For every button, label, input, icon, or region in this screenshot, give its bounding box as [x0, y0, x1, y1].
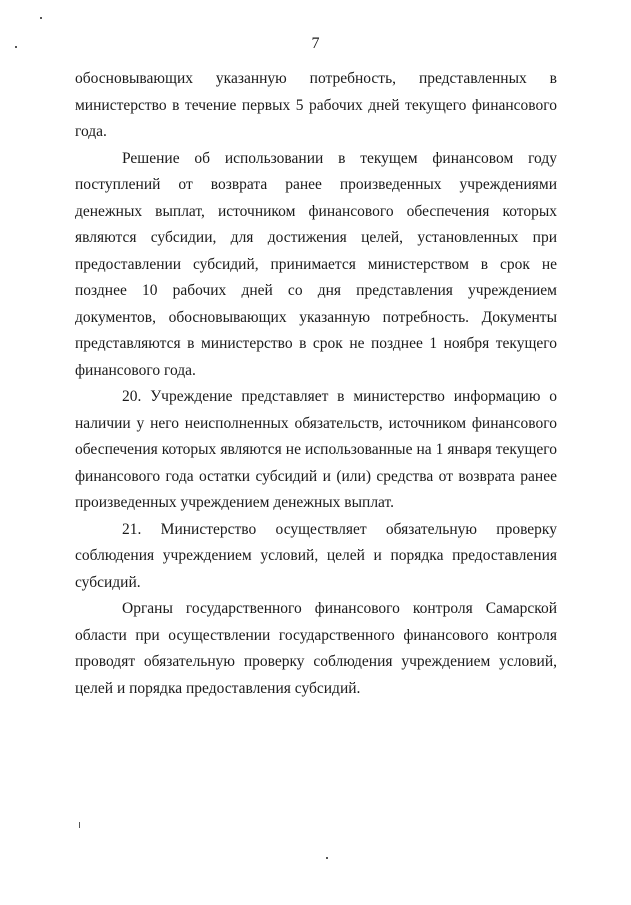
- paragraph-decision-on-returns: Решение об использовании в текущем финансовом году поступлений от возврата ранее произведенных учреждениями денежных выплат, источником финансового обеспечения которых являются субсидии, для достижения целей, установленных при предоставлении субсидий, принимается министерством в срок не позднее 10 рабочих дней со дня представления учреждением документов, обосновывающих указанную потребность. Документы представляются в министерство в срок не позднее 1 ноября текущего финансового года.: [75, 149, 557, 379]
- paragraph-21: 21. Министерство осуществляет обязательную проверку соблюдения учреждением условий, целей и порядка предоставления субсидий.: [75, 520, 557, 591]
- document-body: [75, 66, 557, 702]
- scan-artifact: [326, 857, 328, 859]
- paragraph-20: 20. Учреждение представляет в министерство информацию о наличии у него неисполненных обязательств, источником финансового обеспечения которых являются не использованные на 1 января текущего финансового года остатки субсидий и (или) средства от возврата ранее произведенных учреждением денежных выплат.: [75, 388, 557, 511]
- paragraph-continuation: обосновывающих указанную потребность, представленных в министерство в течение первых 5 рабочих дней текущего финансового года.: [75, 70, 557, 140]
- page-number: 7: [311, 35, 320, 52]
- scan-artifact: [79, 822, 80, 828]
- scan-artifact: [40, 17, 42, 19]
- paragraph-financial-control: Органы государственного финансового контроля Самарской области при осуществлении государственного финансового контроля проводят обязательную проверку соблюдения учреждением условий, целей и порядка предоставления субсидий.: [75, 600, 557, 697]
